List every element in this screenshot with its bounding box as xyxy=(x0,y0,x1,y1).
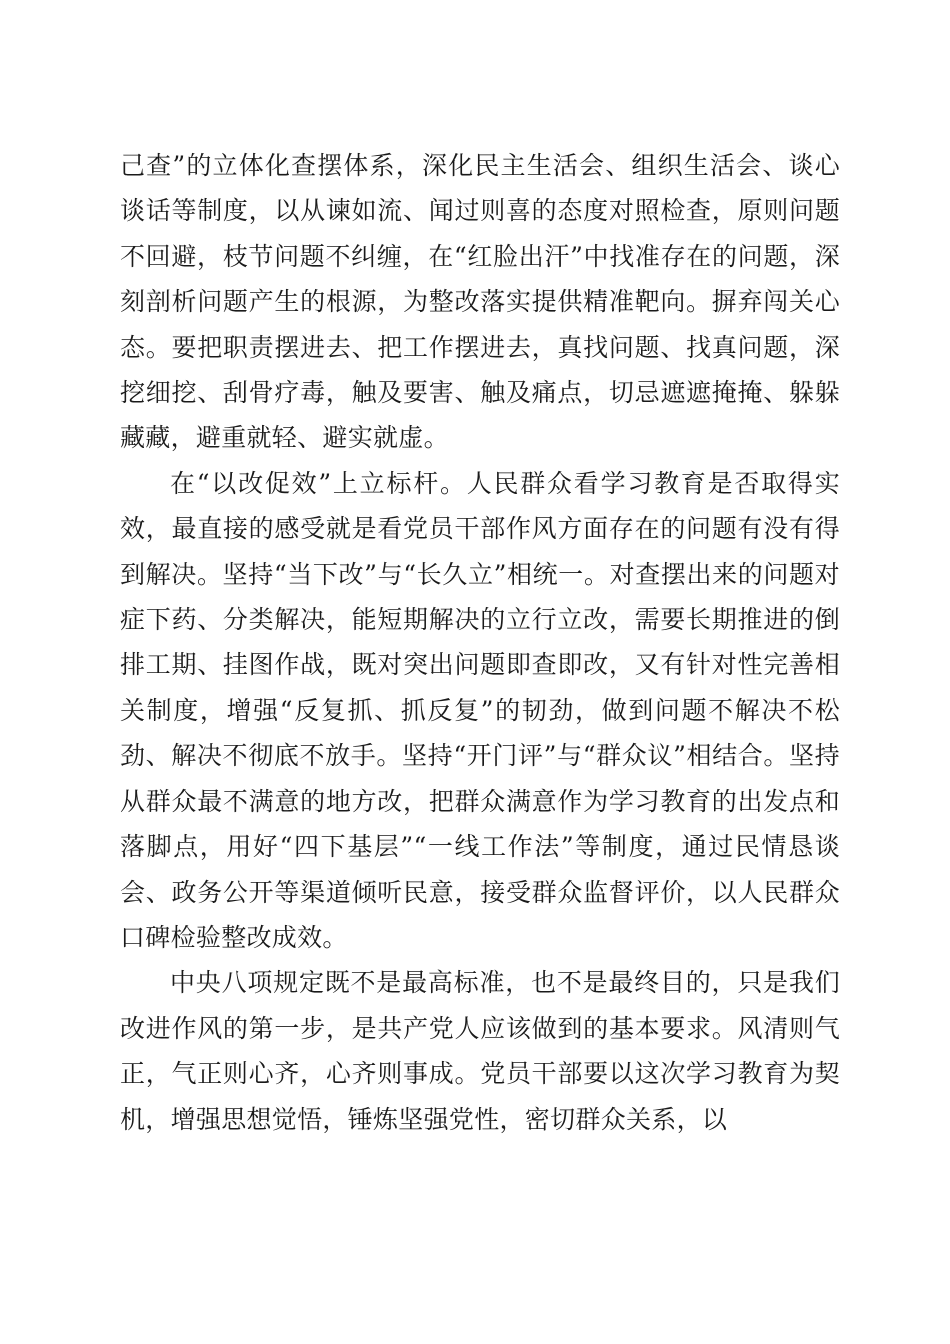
paragraph-2: 在“以改促效”上立标杆。人民群众看学习教育是否取得实效，最直接的感受就是看党员干部作风方面存在的问题有没有得到解决。坚持“当下改”与“长久立”相统一。对查摆出来的问题对症下药、分类解决，能短期解决的立行立改，需要长期推进的倒排工期、挂图作战，既对突出问题即查即改，又有针对性完善相关制度，增强“反复抓、抓反复”的韧劲，做到问题不解决不松劲、解决不彻底不放手。坚持“开门评”与“群众议”相结合。坚持从群众最不满意的地方改，把群众满意作为学习教育的出发点和落脚点，用好“四下基层”“一线工作法”等制度，通过民情恳谈会、政务公开等渠道倾听民意，接受群众监督评价，以人民群众口碑检验整改成效。 xyxy=(120,468,840,952)
paragraph-3: 中央八项规定既不是最高标准，也不是最终目的，只是我们改进作风的第一步，是共产党人应该做到的基本要求。风清则气正，气正则心齐，心齐则事成。党员干部要以这次学习教育为契机，增强思想觉悟，锤炼坚强党性，密切群众关系，以 xyxy=(120,968,840,1134)
paragraph-1: 己查”的立体化查摆体系，深化民主生活会、组织生活会、谈心谈话等制度，以从谏如流、闻过则喜的态度对照检查，原则问题不回避，枝节问题不纠缠，在“红脸出汗”中找准存在的问题，深刻剖析问题产生的根源，为整改落实提供精准靶向。摒弃闯关心态。要把职责摆进去、把工作摆进去，真找问题、找真问题，深挖细挖、刮骨疗毒，触及要害、触及痛点，切忌遮遮掩掩、躲躲藏藏，避重就轻、避实就虚。 xyxy=(120,151,840,453)
document-body xyxy=(120,143,840,1142)
